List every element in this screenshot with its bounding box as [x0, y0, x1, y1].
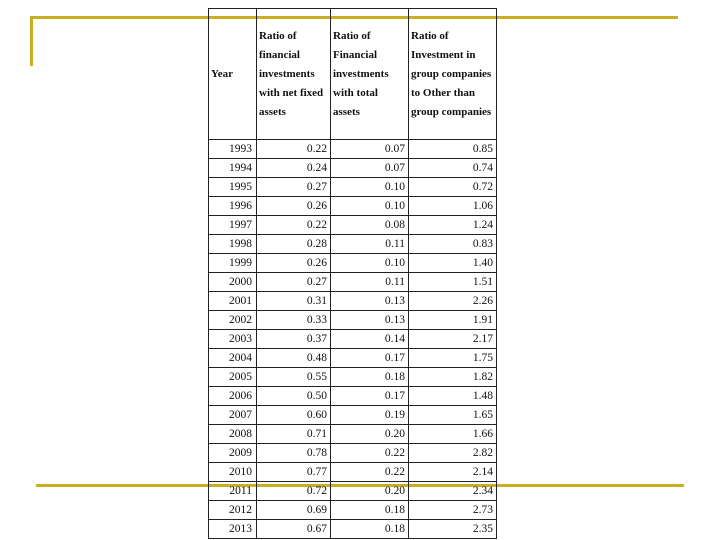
total-assets-ratio-cell: 0.22	[331, 463, 409, 482]
header-row	[209, 9, 497, 140]
header-line: Ratio of	[259, 29, 297, 42]
header-line: group companies	[411, 105, 492, 118]
net-fixed-assets-ratio-cell: 0.71	[257, 425, 331, 444]
total-assets-ratio-cell: 0.10	[331, 178, 409, 197]
net-fixed-assets-ratio-cell: 0.78	[257, 444, 331, 463]
total-assets-ratio-cell: 0.11	[331, 273, 409, 292]
year-cell: 2009	[209, 444, 257, 463]
group-investment-ratio-cell: 1.91	[409, 311, 497, 330]
group-investment-ratio-cell: 0.74	[409, 159, 497, 178]
group-investment-ratio-cell: 2.73	[409, 501, 497, 520]
group-investment-ratio-cell: 1.75	[409, 349, 497, 368]
group-investment-ratio-cell: 0.83	[409, 235, 497, 254]
year-cell: 2010	[209, 463, 257, 482]
net-fixed-assets-ratio-cell: 0.27	[257, 178, 331, 197]
header-line: with total	[333, 86, 378, 99]
table-row	[209, 425, 497, 444]
net-fixed-assets-ratio-cell: 0.77	[257, 463, 331, 482]
header-line: investments	[259, 67, 315, 80]
total-assets-ratio-cell: 0.20	[331, 425, 409, 444]
net-fixed-assets-ratio-cell: 0.31	[257, 292, 331, 311]
year-cell: 2002	[209, 311, 257, 330]
year-cell: 2013	[209, 520, 257, 539]
table-row	[209, 349, 497, 368]
table-row	[209, 216, 497, 235]
net-fixed-assets-ratio-cell: 0.50	[257, 387, 331, 406]
slide-accent-left-line	[30, 16, 33, 66]
net-fixed-assets-ratio-cell: 0.37	[257, 330, 331, 349]
year-cell: 2012	[209, 501, 257, 520]
year-cell: 2005	[209, 368, 257, 387]
year-cell: 2000	[209, 273, 257, 292]
table-row	[209, 292, 497, 311]
header-net-fixed-assets-ratio	[257, 9, 331, 140]
net-fixed-assets-ratio-cell: 0.27	[257, 273, 331, 292]
table-row	[209, 368, 497, 387]
net-fixed-assets-ratio-cell: 0.26	[257, 197, 331, 216]
year-cell: 1999	[209, 254, 257, 273]
header-line: financial	[259, 48, 300, 61]
table-row	[209, 501, 497, 520]
year-cell: 2003	[209, 330, 257, 349]
header-line: assets	[333, 105, 360, 118]
group-investment-ratio-cell: 2.14	[409, 463, 497, 482]
group-investment-ratio-cell: 2.35	[409, 520, 497, 539]
total-assets-ratio-cell: 0.10	[331, 254, 409, 273]
group-investment-ratio-cell: 1.82	[409, 368, 497, 387]
total-assets-ratio-cell: 0.18	[331, 501, 409, 520]
table-row	[209, 463, 497, 482]
year-cell: 1993	[209, 140, 257, 159]
group-investment-ratio-cell: 1.65	[409, 406, 497, 425]
total-assets-ratio-cell: 0.18	[331, 520, 409, 539]
year-cell: 1996	[209, 197, 257, 216]
year-cell: 2011	[209, 482, 257, 501]
table-row	[209, 444, 497, 463]
net-fixed-assets-ratio-cell: 0.28	[257, 235, 331, 254]
table-row	[209, 235, 497, 254]
total-assets-ratio-cell: 0.07	[331, 159, 409, 178]
header-line: investments	[333, 67, 389, 80]
header-total-assets-ratio	[331, 9, 409, 140]
header-line: Ratio of	[411, 29, 449, 42]
table-row	[209, 482, 497, 501]
total-assets-ratio-cell: 0.14	[331, 330, 409, 349]
table-row	[209, 140, 497, 159]
header-line: Investment in	[411, 48, 476, 61]
table-row	[209, 387, 497, 406]
group-investment-ratio-cell: 1.06	[409, 197, 497, 216]
group-investment-ratio-cell: 2.34	[409, 482, 497, 501]
total-assets-ratio-cell: 0.17	[331, 387, 409, 406]
net-fixed-assets-ratio-cell: 0.22	[257, 216, 331, 235]
group-investment-ratio-cell: 1.40	[409, 254, 497, 273]
total-assets-ratio-cell: 0.08	[331, 216, 409, 235]
group-investment-ratio-cell: 1.24	[409, 216, 497, 235]
table-header	[209, 9, 497, 140]
group-investment-ratio-cell: 2.82	[409, 444, 497, 463]
total-assets-ratio-cell: 0.10	[331, 197, 409, 216]
header-line: group companies	[411, 67, 492, 80]
header-line: with net fixed	[259, 86, 324, 99]
header-line: Ratio of	[333, 29, 371, 42]
total-assets-ratio-cell: 0.18	[331, 368, 409, 387]
year-cell: 2004	[209, 349, 257, 368]
net-fixed-assets-ratio-cell: 0.60	[257, 406, 331, 425]
net-fixed-assets-ratio-cell: 0.26	[257, 254, 331, 273]
total-assets-ratio-cell: 0.13	[331, 311, 409, 330]
net-fixed-assets-ratio-cell: 0.22	[257, 140, 331, 159]
year-cell: 2007	[209, 406, 257, 425]
net-fixed-assets-ratio-cell: 0.24	[257, 159, 331, 178]
net-fixed-assets-ratio-cell: 0.67	[257, 520, 331, 539]
table-row	[209, 273, 497, 292]
group-investment-ratio-cell: 2.26	[409, 292, 497, 311]
total-assets-ratio-cell: 0.22	[331, 444, 409, 463]
year-cell: 2008	[209, 425, 257, 444]
table-row	[209, 520, 497, 539]
group-investment-ratio-cell: 2.17	[409, 330, 497, 349]
group-investment-ratio-cell: 1.66	[409, 425, 497, 444]
total-assets-ratio-cell: 0.20	[331, 482, 409, 501]
table-row	[209, 197, 497, 216]
total-assets-ratio-cell: 0.07	[331, 140, 409, 159]
table-row	[209, 254, 497, 273]
header-year: Year	[209, 9, 257, 140]
net-fixed-assets-ratio-cell: 0.55	[257, 368, 331, 387]
total-assets-ratio-cell: 0.13	[331, 292, 409, 311]
table-row	[209, 178, 497, 197]
year-cell: 1997	[209, 216, 257, 235]
table-row	[209, 159, 497, 178]
group-investment-ratio-cell: 0.72	[409, 178, 497, 197]
group-investment-ratio-cell: 1.51	[409, 273, 497, 292]
net-fixed-assets-ratio-cell: 0.33	[257, 311, 331, 330]
header-line: assets	[259, 105, 286, 118]
header-group-investment-ratio	[409, 9, 497, 140]
table-body	[209, 140, 497, 539]
table-row	[209, 406, 497, 425]
year-cell: 1994	[209, 159, 257, 178]
table-row	[209, 330, 497, 349]
net-fixed-assets-ratio-cell: 0.72	[257, 482, 331, 501]
group-investment-ratio-cell: 0.85	[409, 140, 497, 159]
financial-ratios-table	[208, 8, 497, 539]
net-fixed-assets-ratio-cell: 0.69	[257, 501, 331, 520]
header-line: Financial	[333, 48, 378, 61]
total-assets-ratio-cell: 0.17	[331, 349, 409, 368]
year-cell: 1995	[209, 178, 257, 197]
group-investment-ratio-cell: 1.48	[409, 387, 497, 406]
header-line: to Other than	[411, 86, 475, 99]
year-cell: 1998	[209, 235, 257, 254]
net-fixed-assets-ratio-cell: 0.48	[257, 349, 331, 368]
year-cell: 2006	[209, 387, 257, 406]
total-assets-ratio-cell: 0.19	[331, 406, 409, 425]
table-row	[209, 311, 497, 330]
year-cell: 2001	[209, 292, 257, 311]
total-assets-ratio-cell: 0.11	[331, 235, 409, 254]
